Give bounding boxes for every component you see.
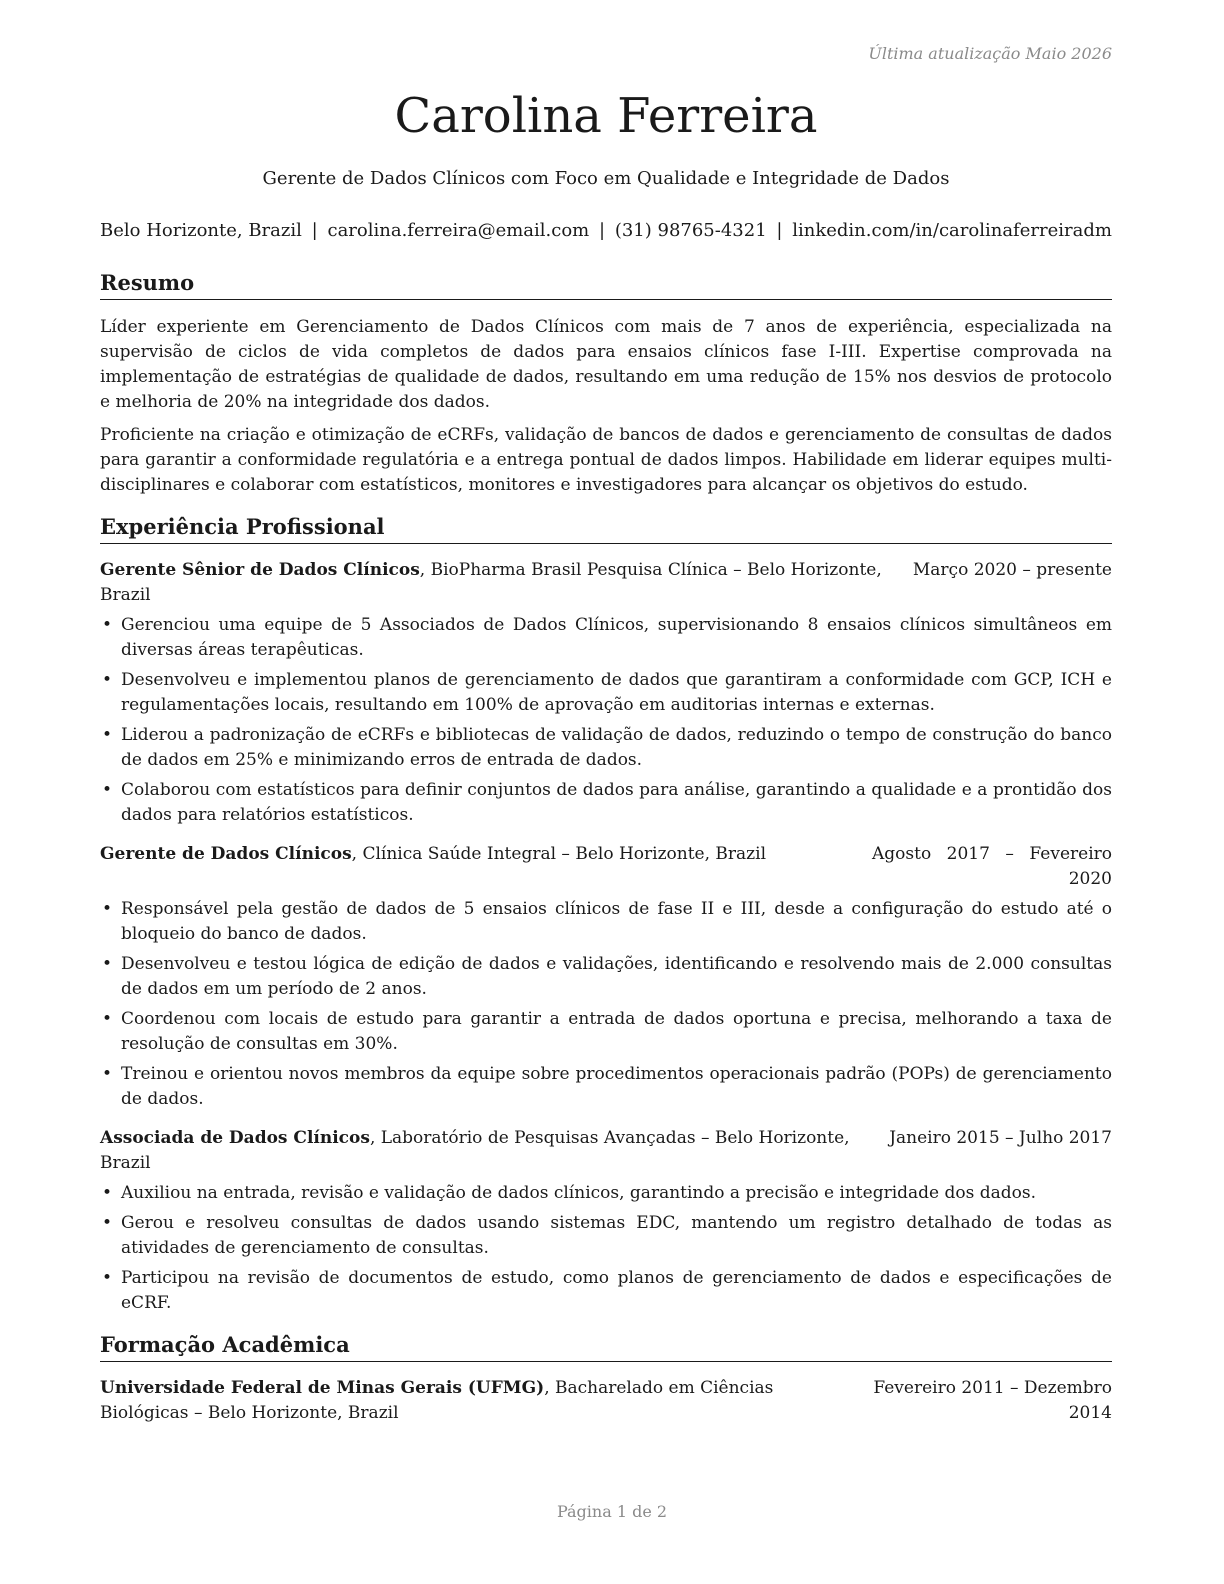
- list-item: • Auxiliou na entrada, revisão e validação de dados clínicos, garantindo a precisão e integridade dos dados.: [102, 1183, 1037, 1203]
- education-entry: [100, 1376, 1112, 1426]
- list-item: • Gerou e resolveu consultas de dados usando sistemas EDC, mantendo um registro detalhado de todas as atividades de gerenciamento de consultas.: [102, 1213, 1112, 1258]
- job-dates: Março 2020 – presente: [912, 560, 1112, 580]
- contact-email[interactable]: carolina.ferreira@email.com: [327, 220, 590, 241]
- summary-paragraph: Líder experiente em Gerenciamento de Dados Clínicos com mais de 7 anos de experiência, especializada na supervisão de ciclos de vida completos de dados para ensaios clínicos fase I-III. Expertise comprovada na implementação de estratégias de qualidade de dados, resultando em uma redução de 15% nos desvios de protocolo e melhoria de 20% na integridade dos dados.: [100, 317, 1112, 412]
- contact-line: [100, 220, 1112, 241]
- contact-separator: |: [311, 220, 318, 241]
- list-item: • Colaborou com estatísticos para definir conjuntos de dados para análise, garantindo a qualidade e a prontidão dos dados para relatórios estatísticos.: [102, 780, 1112, 825]
- last-updated: Última atualização Maio 2026: [868, 44, 1112, 63]
- page-number: Página 1 de 2: [556, 1502, 668, 1521]
- job-role: Gerente de Dados Clínicos: [100, 844, 352, 864]
- contact-linkedin[interactable]: linkedin.com/in/carolinaferreiradm: [792, 220, 1112, 241]
- job-dates: Janeiro 2015 – Julho 2017: [889, 1128, 1112, 1148]
- job-entry: [100, 842, 1112, 1112]
- job-entry: [100, 1126, 1112, 1316]
- contact-phone[interactable]: (31) 98765-4321: [614, 220, 767, 241]
- list-item: • Liderou a padronização de eCRFs e bibliotecas de validação de dados, reduzindo o tempo de construção do banco de dados em 25% e minimizando erros de entrada de dados.: [102, 725, 1112, 770]
- list-item: • Gerenciou uma equipe de 5 Associados de Dados Clínicos, supervisionando 8 ensaios clínicos simultâneos em diversas áreas terapêuticas.: [102, 615, 1112, 660]
- section-title-summary: Resumo: [100, 268, 1112, 300]
- job-role: Associada de Dados Clínicos: [100, 1128, 370, 1148]
- job-header: [100, 1126, 1112, 1176]
- summary-section: [100, 315, 1112, 498]
- education-section: [100, 1330, 1112, 1426]
- job-header: [100, 842, 1112, 892]
- job-entry: [100, 558, 1112, 828]
- list-item: • Desenvolveu e implementou planos de gerenciamento de dados que garantiram a conformidade com GCP, ICH e regulamentações locais, resultando em 100% de aprovação em auditorias internas e externas.: [102, 670, 1112, 715]
- education-dates: Fevereiro 2011 – Dezembro 2014: [873, 1378, 1112, 1423]
- list-item: • Treinou e orientou novos membros da equipe sobre procedimentos operacionais padrão (POPs) de gerenciamento de dados.: [102, 1064, 1112, 1109]
- contact-location: Belo Horizonte, Brazil: [100, 220, 302, 241]
- education-institution: Universidade Federal de Minas Gerais (UFMG): [100, 1378, 545, 1398]
- job-bullets: [100, 897, 1112, 1112]
- job-org: , Laboratório de Pesquisas Avançadas – Belo Horizonte, Brazil: [100, 1128, 850, 1173]
- job-bullets: [100, 1181, 1112, 1316]
- contact-separator: |: [776, 220, 783, 241]
- contact-separator: |: [599, 220, 606, 241]
- list-item: • Responsável pela gestão de dados de 5 ensaios clínicos de fase II e III, desde a configuração do estudo até o bloqueio do banco de dados.: [102, 899, 1112, 944]
- list-item: • Desenvolveu e testou lógica de edição de dados e validações, identificando e resolvendo mais de 2.000 consultas de dados em um período de 2 anos.: [102, 954, 1112, 999]
- job-header: [100, 558, 1112, 608]
- job-bullets: [100, 613, 1112, 828]
- candidate-name: Carolina Ferreira: [394, 88, 818, 144]
- job-dates: Agosto 2017 – Fevereiro 2020: [872, 844, 1112, 889]
- section-title-education: Formação Acadêmica: [100, 1330, 1112, 1362]
- section-title-experience: Experiência Profissional: [100, 512, 1112, 544]
- education-degree: , Bacharelado em Ciências Biológicas – Belo Horizonte, Brazil: [100, 1378, 774, 1423]
- tagline: Gerente de Dados Clínicos com Foco em Qualidade e Integridade de Dados: [262, 168, 950, 189]
- summary-paragraph: Proficiente na criação e otimização de eCRFs, validação de bancos de dados e gerenciamento de consultas de dados para garantir a conformidade regulatória e a entrega pontual de dados limpos. Habilidade em liderar equipes multi-disciplinares e colaborar com estatísticos, monitores e investigadores para alcançar os objetivos do estudo.: [100, 425, 1112, 495]
- job-org: , BioPharma Brasil Pesquisa Clínica – Belo Horizonte, Brazil: [100, 560, 882, 605]
- job-role: Gerente Sênior de Dados Clínicos: [100, 560, 420, 580]
- list-item: • Coordenou com locais de estudo para garantir a entrada de dados oportuna e precisa, melhorando a taxa de resolução de consultas em 30%.: [102, 1009, 1112, 1054]
- job-org: , Clínica Saúde Integral – Belo Horizonte, Brazil: [351, 844, 767, 864]
- list-item: • Participou na revisão de documentos de estudo, como planos de gerenciamento de dados e especificações de eCRF.: [102, 1268, 1112, 1313]
- resume-content: [100, 268, 1112, 1426]
- experience-section: [100, 512, 1112, 1316]
